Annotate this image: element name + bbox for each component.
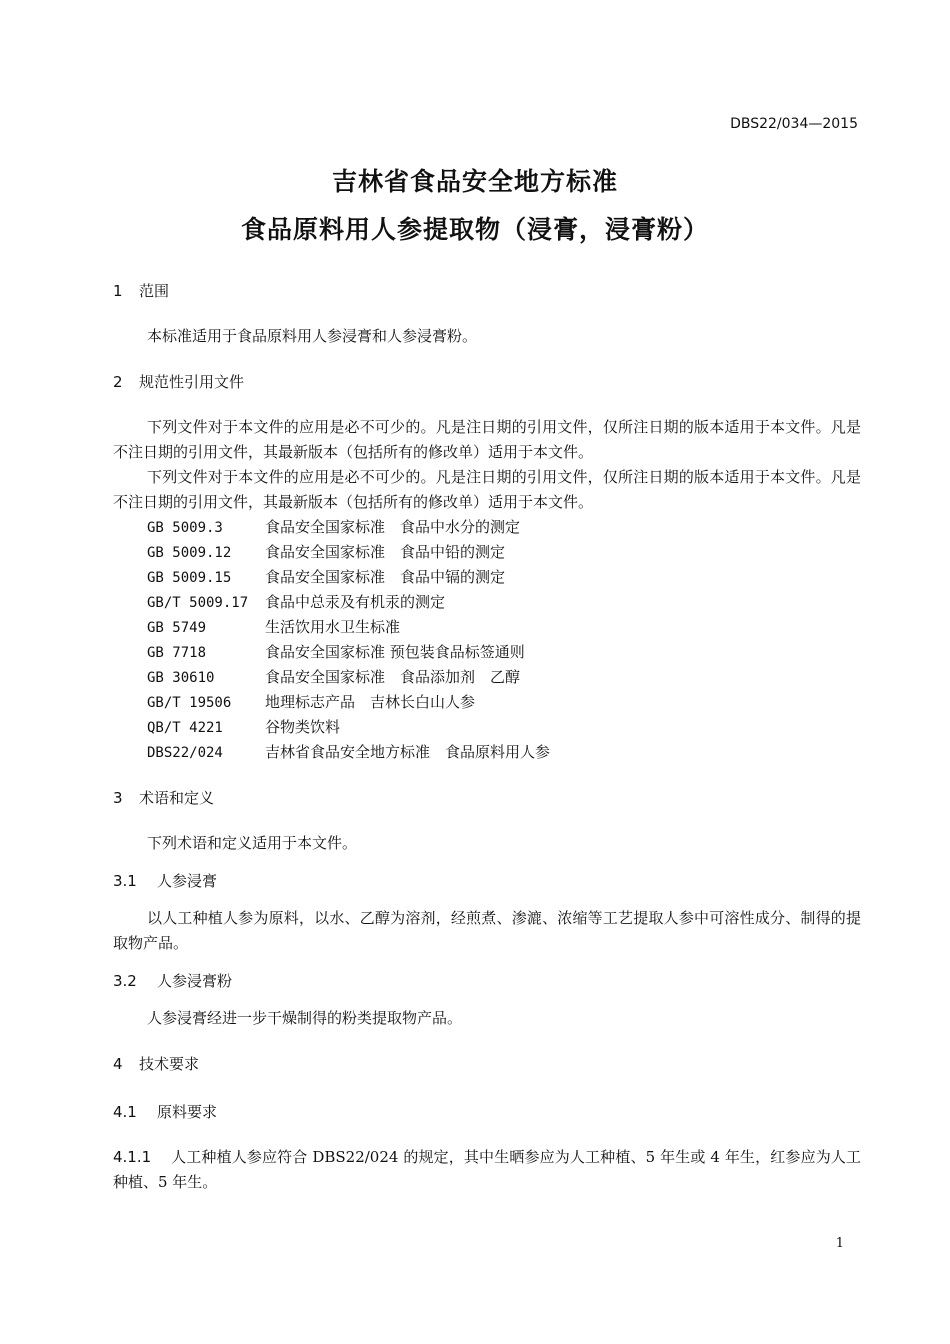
subsection-number: 3.1 xyxy=(113,872,137,890)
page-number: 1 xyxy=(835,1236,844,1251)
subsection-heading-3-2 xyxy=(113,970,861,992)
reference-item xyxy=(147,690,861,715)
subsection-title: 原料要求 xyxy=(157,1103,218,1121)
section-number: 3 xyxy=(113,789,123,807)
document-body xyxy=(113,280,861,1195)
section-title: 规范性引用文件 xyxy=(139,373,245,391)
section-heading-1 xyxy=(113,280,861,302)
reference-item xyxy=(147,540,861,565)
reference-item xyxy=(147,665,861,690)
reference-title: 吉林省食品安全地方标准 食品原料用人参 xyxy=(265,743,551,761)
section-2-paragraph-1: 下列文件对于本文件的应用是必不可少的。凡是注日期的引用文件，仅所注日期的版本适用于本文件。凡是不注日期的引用文件，其最新版本（包括所有的修改单）适用于本文件。 xyxy=(113,418,861,461)
clause-number: 4.1.1 xyxy=(113,1148,152,1166)
normative-reference-list xyxy=(113,515,861,765)
reference-item xyxy=(147,715,861,740)
section-2-paragraph-2: 下列文件对于本文件的应用是必不可少的。凡是注日期的引用文件，仅所注日期的版本适用于本文件。凡是不注日期的引用文件，其最新版本（包括所有的修改单）适用于本文件。 xyxy=(113,468,861,511)
reference-code: GB 5009.12 xyxy=(147,545,232,561)
reference-code: GB/T 19506 xyxy=(147,695,232,711)
section-number: 4 xyxy=(113,1055,123,1073)
subsection-heading-4-1 xyxy=(113,1101,861,1123)
reference-title: 地理标志产品 吉林长白山人参 xyxy=(265,693,476,711)
reference-title: 食品安全国家标准 食品中镉的测定 xyxy=(265,568,506,586)
section-title: 范围 xyxy=(139,282,170,300)
reference-code: GB 30610 xyxy=(147,670,215,686)
reference-item xyxy=(147,740,861,765)
clause-4-1-1 xyxy=(113,1145,861,1195)
clause-text: 人工种植人参应符合 DBS22/024 的规定，其中生晒参应为人工种植、5 年生或 4 年生，红参应为人工种植、5 年生。 xyxy=(113,1148,861,1191)
reference-item xyxy=(147,590,861,615)
subsection-number: 4.1 xyxy=(113,1103,137,1121)
section-heading-4 xyxy=(113,1053,861,1075)
subsection-title: 人参浸膏粉 xyxy=(157,972,233,990)
section-heading-2 xyxy=(113,371,861,393)
section-number: 2 xyxy=(113,373,123,391)
document-title-line2: 食品原料用人参提取物（浸膏，浸膏粉） xyxy=(240,215,709,244)
section-3-intro: 下列术语和定义适用于本文件。 xyxy=(147,834,358,852)
section-heading-3 xyxy=(113,787,861,809)
reference-title: 食品安全国家标准 食品添加剂 乙醇 xyxy=(265,668,521,686)
section-number: 1 xyxy=(113,282,123,300)
subsection-heading-3-1 xyxy=(113,870,861,892)
document-code: DBS22/034—2015 xyxy=(730,116,858,132)
reference-code: GB 5749 xyxy=(147,620,207,636)
section-title: 术语和定义 xyxy=(139,789,215,807)
reference-code: GB 5009.15 xyxy=(147,570,232,586)
reference-item xyxy=(147,640,861,665)
definition-3-2-text: 人参浸膏经进一步干燥制得的粉类提取物产品。 xyxy=(147,1009,463,1027)
reference-code: GB 7718 xyxy=(147,645,207,661)
reference-code: GB 5009.3 xyxy=(147,520,223,536)
document-title-line1: 吉林省食品安全地方标准 xyxy=(331,167,618,196)
reference-title: 食品安全国家标准 预包装食品标签通则 xyxy=(265,643,525,661)
section-title: 技术要求 xyxy=(139,1055,200,1073)
reference-code: QB/T 4221 xyxy=(147,720,223,736)
reference-title: 生活饮用水卫生标准 xyxy=(265,618,401,636)
subsection-number: 3.2 xyxy=(113,972,137,990)
reference-code: DBS22/024 xyxy=(147,745,223,761)
reference-title: 食品中总汞及有机汞的测定 xyxy=(265,593,446,611)
subsection-title: 人参浸膏 xyxy=(157,872,218,890)
reference-title: 食品安全国家标准 食品中铅的测定 xyxy=(265,543,506,561)
reference-title: 谷物类饮料 xyxy=(265,718,341,736)
reference-item xyxy=(147,565,861,590)
reference-code: GB/T 5009.17 xyxy=(147,595,249,611)
section-1-text: 本标准适用于食品原料用人参浸膏和人参浸膏粉。 xyxy=(147,327,478,345)
reference-item xyxy=(147,615,861,640)
reference-title: 食品安全国家标准 食品中水分的测定 xyxy=(265,518,521,536)
definition-3-1-text: 以人工种植人参为原料，以水、乙醇为溶剂，经煎煮、渗漉、浓缩等工艺提取人参中可溶性成分、制得的提取物产品。 xyxy=(113,909,861,952)
reference-item xyxy=(147,515,861,540)
